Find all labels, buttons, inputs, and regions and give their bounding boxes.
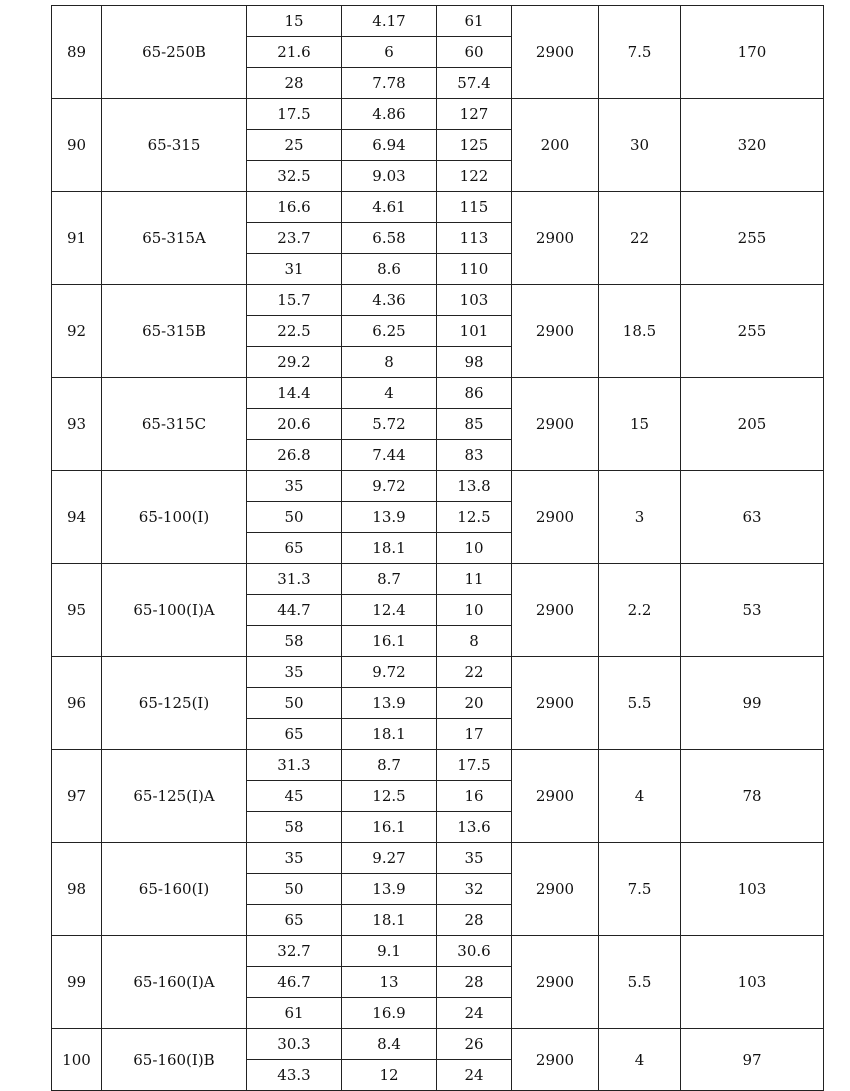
flow-m3h-cell: 29.2 <box>247 347 342 378</box>
speed-cell: 2900 <box>512 750 599 843</box>
serial-number-cell: 98 <box>52 843 102 936</box>
flow-ls-cell: 13.9 <box>342 874 437 905</box>
flow-ls-cell: 16.1 <box>342 812 437 843</box>
flow-m3h-cell: 50 <box>247 874 342 905</box>
head-cell: 125 <box>437 130 512 161</box>
model-cell: 65-315 <box>102 99 247 192</box>
flow-m3h-cell: 28 <box>247 68 342 99</box>
model-cell: 65-315C <box>102 378 247 471</box>
head-cell: 26 <box>437 1029 512 1060</box>
table-row <box>52 564 824 595</box>
head-cell: 8 <box>437 626 512 657</box>
weight-cell: 99 <box>681 657 824 750</box>
flow-m3h-cell: 31.3 <box>247 564 342 595</box>
head-cell: 85 <box>437 409 512 440</box>
flow-ls-cell: 8.7 <box>342 564 437 595</box>
head-cell: 24 <box>437 1060 512 1091</box>
head-cell: 127 <box>437 99 512 130</box>
serial-number-cell: 99 <box>52 936 102 1029</box>
serial-number-cell: 93 <box>52 378 102 471</box>
speed-cell: 2900 <box>512 564 599 657</box>
flow-ls-cell: 9.72 <box>342 657 437 688</box>
flow-ls-cell: 16.1 <box>342 626 437 657</box>
serial-number-cell: 97 <box>52 750 102 843</box>
flow-m3h-cell: 20.6 <box>247 409 342 440</box>
head-cell: 122 <box>437 161 512 192</box>
flow-ls-cell: 12.4 <box>342 595 437 626</box>
head-cell: 103 <box>437 285 512 316</box>
head-cell: 115 <box>437 192 512 223</box>
flow-ls-cell: 8.7 <box>342 750 437 781</box>
flow-m3h-cell: 35 <box>247 471 342 502</box>
speed-cell: 2900 <box>512 6 599 99</box>
speed-cell: 2900 <box>512 192 599 285</box>
flow-ls-cell: 18.1 <box>342 905 437 936</box>
power-cell: 3 <box>599 471 681 564</box>
flow-m3h-cell: 31 <box>247 254 342 285</box>
table-row <box>52 1029 824 1060</box>
weight-cell: 255 <box>681 285 824 378</box>
flow-ls-cell: 4 <box>342 378 437 409</box>
speed-cell: 2900 <box>512 378 599 471</box>
power-cell: 18.5 <box>599 285 681 378</box>
table-row <box>52 6 824 37</box>
head-cell: 101 <box>437 316 512 347</box>
flow-m3h-cell: 26.8 <box>247 440 342 471</box>
table-body <box>52 6 824 1091</box>
flow-m3h-cell: 65 <box>247 533 342 564</box>
speed-cell: 2900 <box>512 936 599 1029</box>
flow-m3h-cell: 21.6 <box>247 37 342 68</box>
flow-ls-cell: 4.86 <box>342 99 437 130</box>
flow-m3h-cell: 14.4 <box>247 378 342 409</box>
flow-ls-cell: 6.94 <box>342 130 437 161</box>
serial-number-cell: 94 <box>52 471 102 564</box>
head-cell: 22 <box>437 657 512 688</box>
serial-number-cell: 92 <box>52 285 102 378</box>
flow-ls-cell: 6 <box>342 37 437 68</box>
flow-ls-cell: 8.4 <box>342 1029 437 1060</box>
flow-m3h-cell: 45 <box>247 781 342 812</box>
weight-cell: 63 <box>681 471 824 564</box>
flow-m3h-cell: 50 <box>247 688 342 719</box>
flow-m3h-cell: 31.3 <box>247 750 342 781</box>
weight-cell: 97 <box>681 1029 824 1091</box>
table-row <box>52 936 824 967</box>
table-row <box>52 99 824 130</box>
weight-cell: 170 <box>681 6 824 99</box>
speed-cell: 2900 <box>512 285 599 378</box>
flow-m3h-cell: 32.7 <box>247 936 342 967</box>
head-cell: 86 <box>437 378 512 409</box>
weight-cell: 103 <box>681 936 824 1029</box>
pump-spec-table <box>51 5 824 1091</box>
speed-cell: 2900 <box>512 843 599 936</box>
head-cell: 24 <box>437 998 512 1029</box>
head-cell: 13.6 <box>437 812 512 843</box>
power-cell: 5.5 <box>599 657 681 750</box>
model-cell: 65-125(I)A <box>102 750 247 843</box>
head-cell: 32 <box>437 874 512 905</box>
model-cell: 65-160(I) <box>102 843 247 936</box>
head-cell: 35 <box>437 843 512 874</box>
flow-ls-cell: 13.9 <box>342 502 437 533</box>
table-row <box>52 285 824 316</box>
flow-ls-cell: 16.9 <box>342 998 437 1029</box>
flow-ls-cell: 9.72 <box>342 471 437 502</box>
flow-m3h-cell: 35 <box>247 843 342 874</box>
flow-m3h-cell: 65 <box>247 905 342 936</box>
speed-cell: 200 <box>512 99 599 192</box>
weight-cell: 53 <box>681 564 824 657</box>
speed-cell: 2900 <box>512 471 599 564</box>
flow-ls-cell: 7.78 <box>342 68 437 99</box>
serial-number-cell: 95 <box>52 564 102 657</box>
flow-m3h-cell: 22.5 <box>247 316 342 347</box>
weight-cell: 205 <box>681 378 824 471</box>
power-cell: 7.5 <box>599 843 681 936</box>
power-cell: 30 <box>599 99 681 192</box>
flow-m3h-cell: 46.7 <box>247 967 342 998</box>
serial-number-cell: 100 <box>52 1029 102 1091</box>
serial-number-cell: 90 <box>52 99 102 192</box>
head-cell: 17 <box>437 719 512 750</box>
model-cell: 65-125(I) <box>102 657 247 750</box>
flow-ls-cell: 9.27 <box>342 843 437 874</box>
head-cell: 61 <box>437 6 512 37</box>
flow-m3h-cell: 35 <box>247 657 342 688</box>
flow-ls-cell: 6.58 <box>342 223 437 254</box>
head-cell: 60 <box>437 37 512 68</box>
serial-number-cell: 89 <box>52 6 102 99</box>
flow-ls-cell: 4.17 <box>342 6 437 37</box>
power-cell: 5.5 <box>599 936 681 1029</box>
flow-m3h-cell: 15 <box>247 6 342 37</box>
serial-number-cell: 96 <box>52 657 102 750</box>
flow-ls-cell: 8 <box>342 347 437 378</box>
flow-m3h-cell: 65 <box>247 719 342 750</box>
head-cell: 110 <box>437 254 512 285</box>
head-cell: 28 <box>437 967 512 998</box>
head-cell: 17.5 <box>437 750 512 781</box>
flow-ls-cell: 9.03 <box>342 161 437 192</box>
flow-ls-cell: 5.72 <box>342 409 437 440</box>
flow-ls-cell: 7.44 <box>342 440 437 471</box>
flow-m3h-cell: 43.3 <box>247 1060 342 1091</box>
flow-ls-cell: 4.36 <box>342 285 437 316</box>
flow-m3h-cell: 44.7 <box>247 595 342 626</box>
flow-m3h-cell: 16.6 <box>247 192 342 223</box>
flow-m3h-cell: 15.7 <box>247 285 342 316</box>
head-cell: 11 <box>437 564 512 595</box>
flow-ls-cell: 12 <box>342 1060 437 1091</box>
head-cell: 98 <box>437 347 512 378</box>
flow-ls-cell: 18.1 <box>342 719 437 750</box>
flow-ls-cell: 4.61 <box>342 192 437 223</box>
head-cell: 12.5 <box>437 502 512 533</box>
head-cell: 83 <box>437 440 512 471</box>
flow-m3h-cell: 58 <box>247 812 342 843</box>
model-cell: 65-160(I)A <box>102 936 247 1029</box>
head-cell: 10 <box>437 533 512 564</box>
flow-m3h-cell: 58 <box>247 626 342 657</box>
head-cell: 20 <box>437 688 512 719</box>
model-cell: 65-250B <box>102 6 247 99</box>
power-cell: 15 <box>599 378 681 471</box>
flow-ls-cell: 13.9 <box>342 688 437 719</box>
table-row <box>52 843 824 874</box>
head-cell: 10 <box>437 595 512 626</box>
speed-cell: 2900 <box>512 657 599 750</box>
head-cell: 57.4 <box>437 68 512 99</box>
table-row <box>52 471 824 502</box>
flow-ls-cell: 9.1 <box>342 936 437 967</box>
flow-ls-cell: 18.1 <box>342 533 437 564</box>
flow-m3h-cell: 23.7 <box>247 223 342 254</box>
model-cell: 65-160(I)B <box>102 1029 247 1091</box>
flow-m3h-cell: 50 <box>247 502 342 533</box>
table-row <box>52 657 824 688</box>
weight-cell: 320 <box>681 99 824 192</box>
power-cell: 4 <box>599 750 681 843</box>
table-row <box>52 192 824 223</box>
serial-number-cell: 91 <box>52 192 102 285</box>
flow-m3h-cell: 30.3 <box>247 1029 342 1060</box>
flow-m3h-cell: 25 <box>247 130 342 161</box>
power-cell: 7.5 <box>599 6 681 99</box>
model-cell: 65-315A <box>102 192 247 285</box>
head-cell: 28 <box>437 905 512 936</box>
weight-cell: 103 <box>681 843 824 936</box>
head-cell: 113 <box>437 223 512 254</box>
flow-ls-cell: 8.6 <box>342 254 437 285</box>
flow-ls-cell: 12.5 <box>342 781 437 812</box>
model-cell: 65-100(I)A <box>102 564 247 657</box>
power-cell: 22 <box>599 192 681 285</box>
head-cell: 30.6 <box>437 936 512 967</box>
table-row <box>52 750 824 781</box>
flow-m3h-cell: 17.5 <box>247 99 342 130</box>
speed-cell: 2900 <box>512 1029 599 1091</box>
head-cell: 13.8 <box>437 471 512 502</box>
flow-m3h-cell: 61 <box>247 998 342 1029</box>
model-cell: 65-100(I) <box>102 471 247 564</box>
flow-ls-cell: 6.25 <box>342 316 437 347</box>
weight-cell: 255 <box>681 192 824 285</box>
head-cell: 16 <box>437 781 512 812</box>
flow-m3h-cell: 32.5 <box>247 161 342 192</box>
flow-ls-cell: 13 <box>342 967 437 998</box>
model-cell: 65-315B <box>102 285 247 378</box>
power-cell: 2.2 <box>599 564 681 657</box>
power-cell: 4 <box>599 1029 681 1091</box>
table-row <box>52 378 824 409</box>
weight-cell: 78 <box>681 750 824 843</box>
